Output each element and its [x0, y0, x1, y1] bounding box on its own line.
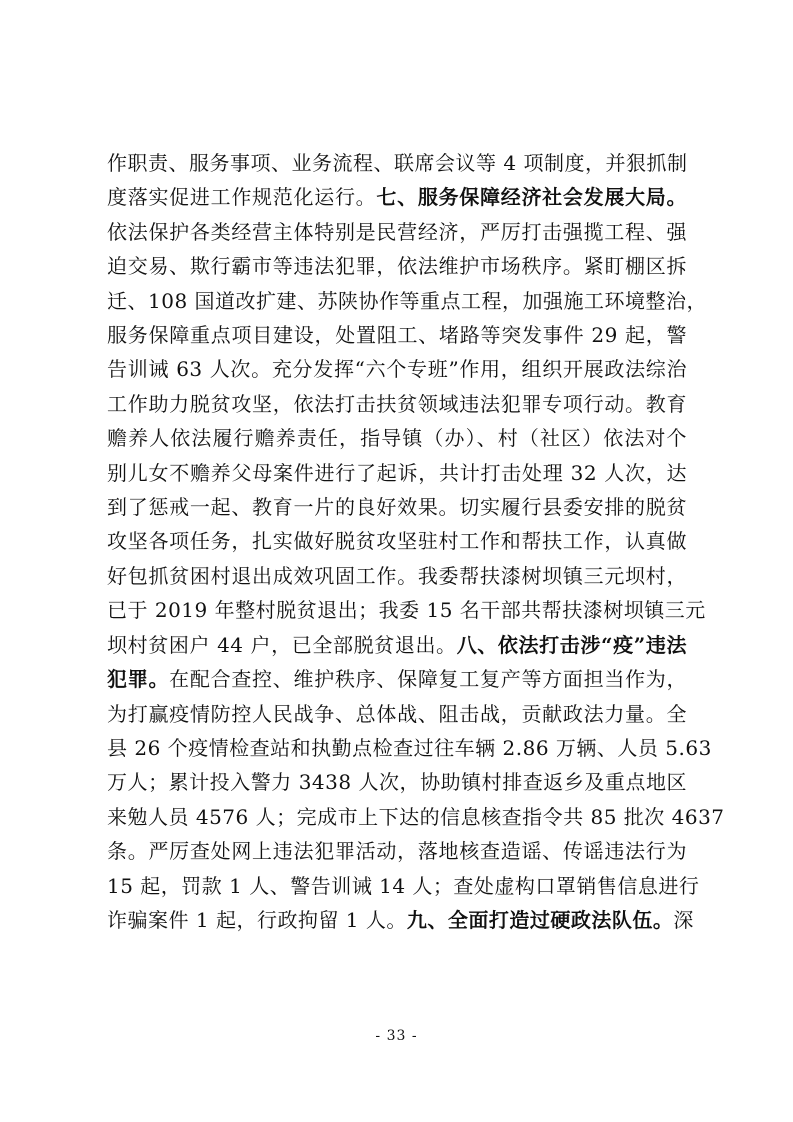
text-line — [107, 352, 687, 386]
text-line — [107, 456, 687, 490]
bold-heading-segment: 七、服务保障经济社会发展大局。 — [376, 185, 688, 210]
text-line — [107, 765, 687, 799]
bold-heading-segment: 犯罪。 — [107, 667, 170, 692]
text-segment: 攻坚各项任务，扎实做好脱贫攻坚驻村工作和帮扶工作，认真做 — [107, 529, 687, 554]
text-segment: 坝村贫困户 44 户，已全部脱贫退出。 — [107, 632, 457, 657]
text-line — [107, 387, 687, 421]
text-line — [107, 180, 687, 214]
text-line — [107, 249, 687, 283]
text-segment: 别儿女不赡养父母案件进行了起诉，共计打击处理 32 人次，达 — [107, 460, 687, 485]
text-segment: 到了惩戒一起、教育一片的良好效果。切实履行县委安排的脱贫 — [107, 495, 687, 520]
text-line — [107, 731, 712, 765]
text-segment: 来勉人员 4576 人；完成市上下达的信息核查指令共 85 批次 4637 — [107, 804, 725, 829]
text-segment: 诈骗案件 1 起，行政拘留 1 人。 — [107, 907, 407, 932]
text-line — [107, 559, 687, 593]
text-line — [107, 146, 687, 180]
text-segment: 条。严厉查处网上违法犯罪活动，落地核查造谣、传谣违法行为 — [107, 839, 687, 864]
text-line — [107, 421, 687, 455]
text-segment: 15 起，罚款 1 人、警告训诫 14 人；查处虚构口罩销售信息进行 — [107, 873, 700, 898]
text-segment: 深 — [673, 907, 694, 932]
text-segment: 度落实促进工作规范化运行。 — [107, 185, 377, 210]
bold-heading-segment: 九、全面打造过硬政法队伍。 — [406, 907, 674, 932]
text-line — [107, 524, 687, 558]
text-segment: 作职责、服务事项、业务流程、联席会议等 4 项制度，并狠抓制 — [107, 151, 688, 175]
text-segment: 迁、108 国道改扩建、苏陕协作等重点工程，加强施工环境整治， — [107, 288, 708, 313]
text-line — [107, 662, 687, 696]
text-segment: 为打赢疫情防控人民战争、总体战、阻击战，贡献政法力量。全 — [107, 701, 687, 726]
text-line — [107, 903, 694, 937]
text-line — [107, 834, 687, 868]
text-line — [107, 490, 687, 524]
text-segment: 工作助力脱贫攻坚，依法打击扶贫领域违法犯罪专项行动。教育 — [107, 391, 687, 416]
text-line — [107, 593, 706, 627]
text-segment: 已于 2019 年整村脱贫退出；我委 15 名干部共帮扶漆树坝镇三元 — [107, 598, 706, 623]
text-segment: 好包抓贫困村退出成效巩固工作。我委帮扶漆树坝镇三元坝村， — [107, 563, 687, 588]
text-segment: 服务保障重点项目建设，处置阻工、堵路等突发事件 29 起，警 — [107, 323, 687, 348]
text-segment: 县 26 个疫情检查站和执勤点检查过往车辆 2.86 万辆、人员 5.63 — [107, 735, 712, 760]
text-line — [107, 318, 687, 352]
text-line — [107, 215, 687, 249]
text-line — [107, 628, 687, 662]
bold-heading-segment: 八、依法打击涉“疫”违法 — [456, 632, 687, 657]
text-line — [107, 697, 687, 731]
body-text — [107, 146, 725, 937]
text-segment: 在配合查控、维护秩序、保障复工复产等方面担当作为， — [169, 667, 688, 692]
text-line — [107, 800, 725, 834]
text-segment: 依法保护各类经营主体特别是民营经济，严厉打击强揽工程、强 — [107, 219, 687, 244]
text-segment: 万人；累计投入警力 3438 人次，协助镇村排查返乡及重点地区 — [107, 770, 687, 795]
text-line — [107, 284, 708, 318]
text-segment: 迫交易、欺行霸市等违法犯罪，依法维护市场秩序。紧盯棚区拆 — [107, 254, 687, 279]
text-line — [107, 869, 700, 903]
text-segment: 告训诫 63 人次。充分发挥“六个专班”作用，组织开展政法综治 — [107, 357, 687, 382]
text-segment: 赡养人依法履行赡养责任，指导镇（办）、村（社区）依法对个 — [107, 426, 687, 451]
page-number: - 33 - — [375, 1028, 418, 1044]
